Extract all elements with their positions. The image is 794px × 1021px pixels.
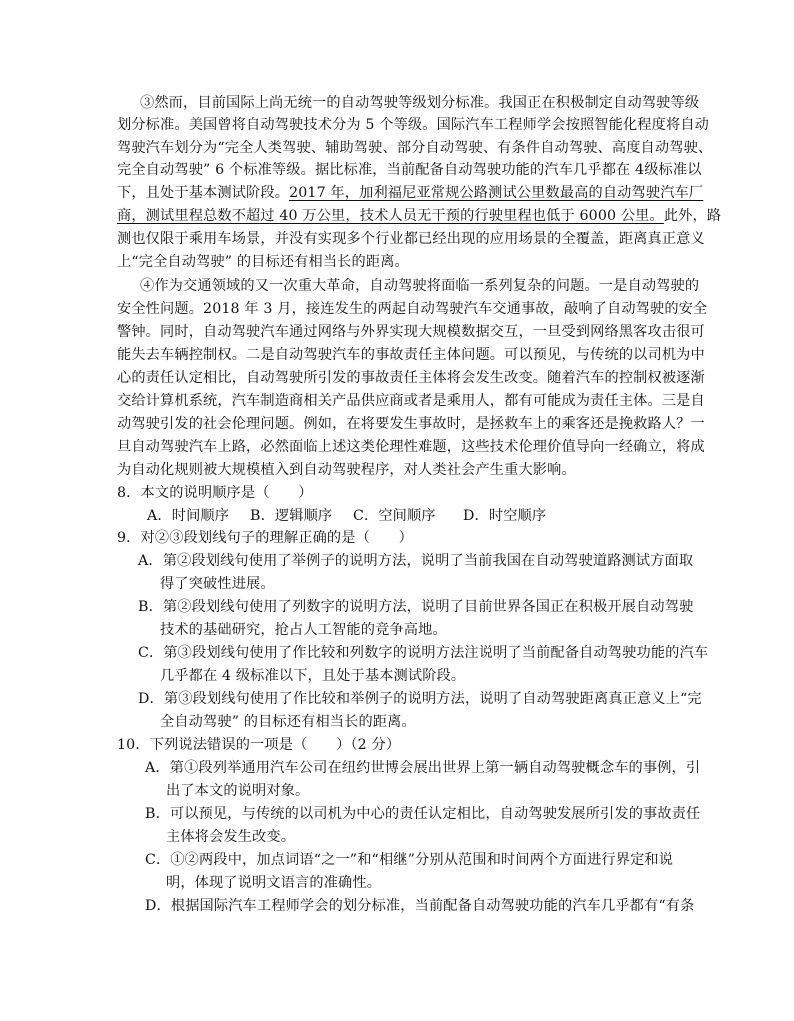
para3-line-6: [117, 205, 721, 227]
q8-choice-c: C．空间顺序: [353, 508, 436, 524]
para3-line-5: [117, 182, 703, 204]
para4-line-7: 动驾驶引发的社会伦理问题。例如，在将要发生事故时，是拯救车上的乘客还是挽救路人？一: [117, 416, 705, 432]
para3-line-8: 上“完全自动驾驶” 的目标还有相当长的距离。: [117, 254, 409, 270]
q10-option-c-line-1: C．①②两段中，加点词语“之一”和“相继”分别从范围和时间两个方面进行界定和说: [145, 852, 674, 868]
q9-option-a-line-1: A．第②段划线句使用了举例子的说明方法，说明了当前我国在自动驾驶道路测试方面取: [138, 553, 694, 569]
question-10-stem: 10．下列说法错误的一项是（ ）（2 分）: [117, 737, 401, 753]
para3-line-4: 完全自动驾驶” 6 个标准等级。据比标准，当前配备自动驾驶功能的汽车几乎都在 4级标准以: [117, 162, 702, 178]
para3-line-1: ③然而，目前国际上尚无统一的自动驾驶等级划分标准。我国正在积极制定自动驾驶等级: [140, 95, 700, 111]
q8-choice-a: A．时间顺序: [147, 508, 230, 524]
q10-option-a-line-2: 出了本文的说明对象。: [166, 783, 310, 799]
question-8-stem: 8．本文的说明顺序是（ ）: [117, 485, 313, 501]
q10-option-b-line-1: B．可以预见，与传统的以司机为中心的责任认定相比，自动驾驶发展所引发的事故责任: [145, 806, 701, 822]
question-9-stem: 9．对②③段划线句子的理解正确的是（ ）: [117, 530, 413, 546]
para3-line-2: 划分标准。美国曾将自动驾驶技术分为 5 个等级。国际汽车工程师学会按照智能化程度将自动: [117, 117, 709, 133]
para3-line-7: 测也仅限于乘用车场景，并没有实现多个行业都已经出现的应用场景的全覆盖，距离真正意义: [117, 231, 705, 247]
para3-line-3: 驾驶汽车划分为“完全人类驾驶、辅助驾驶、部分自动驾驶、有条件自动驾驶、高度自动驾驶、: [117, 140, 713, 156]
para4-line-5: 心的责任认定相比，自动驾驶所引发的事故责任主体将会发生改变。随着汽车的控制权被逐渐: [117, 370, 705, 386]
q9-option-c-line-1: C．第③段划线句使用了作比较和列数字的说明方法注说明了当前配备自动驾驶功能的汽车: [138, 645, 709, 661]
q9-option-b-line-1: B．第②段划线句使用了列数字的说明方法，说明了目前世界各国正在积极开展自动驾驶: [138, 599, 694, 615]
para4-line-4: 能失去车辆控制权。二是自动驾驶汽车的事故责任主体问题。可以预见，与传统的以司机为中: [117, 347, 705, 363]
para4-line-8: 旦自动驾驶汽车上路，必然面临上述这类伦理性难题，这些技术伦理价值导向一经确立，将成: [117, 439, 705, 455]
q10-option-d-line-1: D．根据国际汽车工程师学会的划分标准，当前配备自动驾驶功能的汽车几乎都有“有条: [145, 898, 695, 914]
q9-option-d-line-1: D．第③段划线句使用了作比较和举例子的说明方法，说明了自动驾驶距离真正意义上“完: [138, 691, 702, 707]
underlined-sentence-start: 2017 年，加利福尼亚常规公路测试公里数最高的自动驾驶汽车厂: [289, 185, 704, 201]
q9-option-d-line-2: 全自动驾驶” 的目标还有相当长的距离。: [160, 714, 416, 730]
question-8-choices: [147, 505, 546, 527]
q9-option-c-line-2: 几乎都在 4 级标准以下，且处于基本测试阶段。: [160, 668, 466, 684]
q10-option-c-line-2: 明，体现了说明文语言的准确性。: [166, 875, 382, 891]
q9-option-b-line-2: 技术的基础研究，抢占人工智能的竞争高地。: [160, 622, 447, 638]
q10-option-b-line-2: 主体将会发生改变。: [166, 829, 296, 845]
para4-line-9: 为自动化规则被大规模植入到自动驾驶程序，对人类社会产生重大影响。: [117, 462, 576, 478]
q8-choice-d: D．时空顺序: [463, 508, 547, 524]
q8-choice-b: B．逻辑顺序: [250, 508, 333, 524]
para3-line-5-text: 下，且处于基本测试阶段。: [117, 185, 290, 201]
underlined-sentence-end: 商，测试里程总数不超过 40 万公里，技术人员无干预的行驶里程也低于 6000 公里。: [117, 208, 664, 224]
q10-option-a-line-1: A．第①段列举通用汽车公司在纽约世博会展出世界上第一辆自动驾驶概念车的事例，引: [145, 760, 701, 776]
para4-line-6: 交给计算机系统，汽车制造商相关产品供应商或者是乘用人，都有可能成为责任主体。三是自: [117, 393, 705, 409]
q9-option-a-line-2: 得了突破性进展。: [160, 576, 275, 592]
para4-line-3: 警钟。同时，自动驾驶汽车通过网络与外界实现大规模数据交互，一旦受到网络黑客攻击很可: [117, 324, 705, 340]
para4-line-1: ④作为交通领域的又一次重大革命，自动驾驶将面临一系列复杂的问题。一是自动驾驶的: [140, 278, 700, 294]
para3-line-6-tail: 此外，路: [663, 208, 722, 224]
para4-line-2: 安全性问题。2018 年 3 月，接连发生的两起自动驾驶汽车交通事故，敲响了自动驾驶的安全: [117, 301, 708, 317]
